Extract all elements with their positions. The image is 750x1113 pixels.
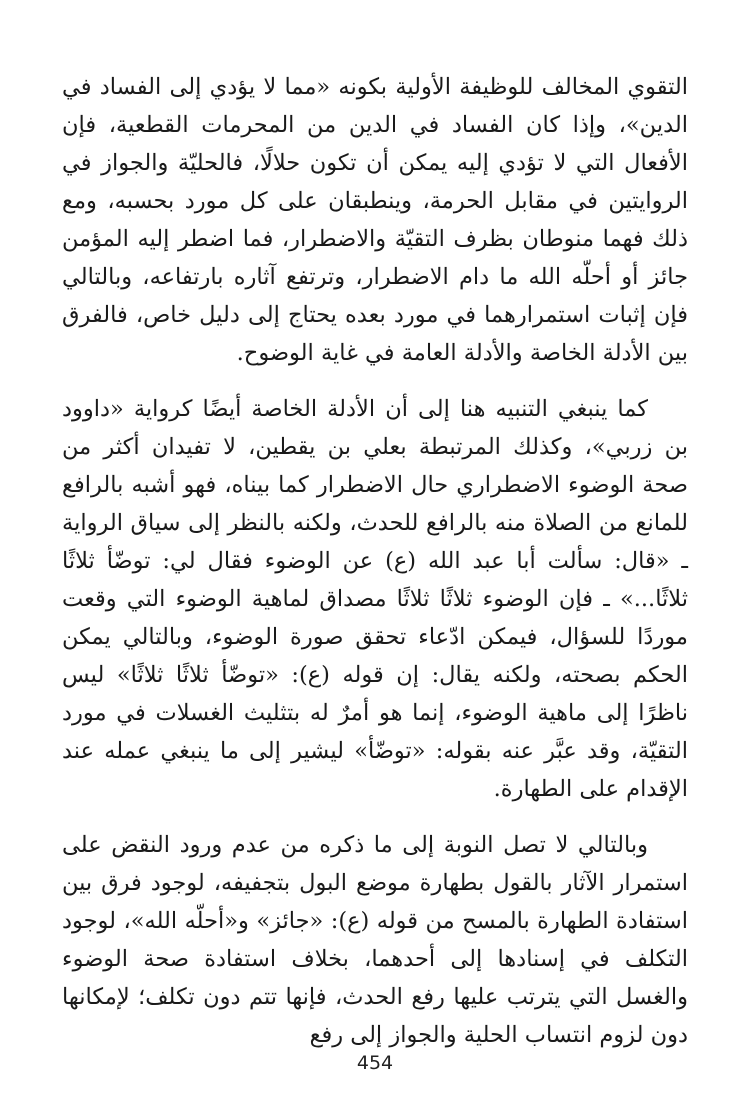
page-number: 454	[356, 1052, 394, 1074]
paragraph-3: وبالتالي لا تصل النوبة إلى ما ذكره من عدم ورود النقض على استمرار الآثار بالقول بطهارة موضع البول بتجفيفه، لوجود فرق بين استفادة الطهارة بالمسح من قوله (ع): «جائز» و«أحلّه الله»، لوجود التكلف في إسنادها إلى أحدهما، بخلاف استفادة صحة الوضوء والغسل التي يترتب عليها رفع الحدث، فإنها تتم دون تكلف؛ لإمكانها دون لزوم انتساب الحلية والجواز إلى رفع	[62, 832, 688, 1048]
paragraph-1: التقوي المخالف للوظيفة الأولية بكونه «مما لا يؤدي إلى الفساد في الدين»، وإذا كان الفساد في الدين من المحرمات القطعية، فإن الأفعال التي لا تؤدي إليه يمكن أن تكون حلالًا، فالحليّة والجواز في الروايتين في مقابل الحرمة، وينطبقان على كل مورد بحسبه، ومع ذلك فهما منوطان بظرف التقيّة والاضطرار، فما اضطر إليه المؤمن جائز أو أحلّه الله ما دام الاضطرار، وترتفع آثاره بارتفاعه، وبالتالي فإن إثبات استمرارهما في مورد بعده يحتاج إلى دليل خاص، فالفرق بين الأدلة الخاصة والأدلة العامة في غاية الوضوح.	[62, 74, 688, 366]
paragraph-2: كما ينبغي التنبيه هنا إلى أن الأدلة الخاصة أيضًا كرواية «داوود بن زربي»، وكذلك المرتبطة بعلي بن يقطين، لا تفيدان أكثر من صحة الوضوء الاضطراري حال الاضطرار كما بيناه، فهو أشبه بالرافع للمانع من الصلاة منه بالرافع للحدث، ولكنه بالنظر إلى سياق الرواية ـ «قال: سألت أبا عبد الله (ع) عن الوضوء فقال لي: توضّأ ثلاثًا ثلاثًا...» ـ فإن الوضوء ثلاثًا ثلاثًا مصداق لماهية الوضوء التي وقعت موردًا للسؤال، فيمكن ادّعاء تحقق صورة الوضوء، وبالتالي يمكن الحكم بصحته، ولكنه يقال: إن قوله (ع): «توضّأ ثلاثًا ثلاثًا» ليس ناظرًا إلى ماهية الوضوء، إنما هو أمرٌ له بتثليث الغسلات في مورد التقيّة، وقد عبَّر عنه بقوله: «توضّأ» ليشير إلى ما ينبغي عمله عند الإقدام على الطهارة.	[62, 396, 688, 802]
